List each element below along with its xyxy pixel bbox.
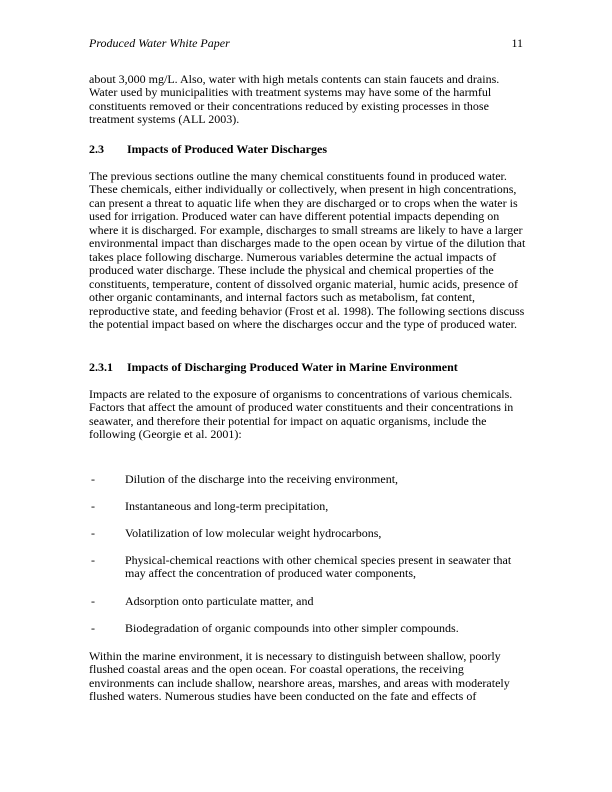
list-item-text: Physical-chemical reactions with other chemical species present in seawater that may affect the concentration of produced water components,	[125, 553, 512, 581]
list-item-text: Volatilization of low molecular weight hydrocarbons,	[125, 526, 382, 540]
list-item-text: Adsorption onto particulate matter, and	[125, 594, 314, 608]
section-heading-2-3	[89, 143, 529, 156]
paragraph-exposure-factors: Impacts are related to the exposure of organisms to concentrations of various chemicals. Factors that affect the amount of produced water constituents and their concentrations in seawater, and therefore their potential for impact on aquatic organisms, include the following (Georgie et al. 2001):	[89, 387, 514, 442]
paragraph-marine-environment: Within the marine environment, it is necessary to distinguish between shallow, poorly flushed coastal areas and the open ocean. For coastal operations, the receiving environments can include shallow, nearshore areas, marshes, and areas with moderately flushed waters. Numerous studies have been conducted on the fate and effects of	[89, 649, 510, 704]
running-header	[89, 37, 523, 51]
list-item-text: Biodegradation of organic compounds into other simpler compounds.	[125, 621, 459, 635]
section-title: Impacts of Produced Water Discharges	[127, 142, 327, 156]
section-number: 2.3.1	[89, 360, 113, 374]
list-item-text: Dilution of the discharge into the receiving environment,	[125, 472, 399, 486]
list-bullet-dash: -	[91, 553, 95, 567]
list-bullet-dash: -	[91, 472, 95, 486]
list-bullet-dash: -	[91, 526, 95, 540]
page-number: 11	[511, 36, 523, 50]
paragraph-discharge-impacts: The previous sections outline the many chemical constituents found in produced water. These chemicals, either individually or collectively, when present in high concentrations, can present a threat to aquatic life when they are discharged or to crops when the water is used for irrigation. Produced water can have different potential impacts depending on where it is discharged. For example, discharges to small streams are likely to have a larger environmental impact than discharges made to the open ocean by virtue of the dilution that takes place following discharge. Numerous variables determine the actual impacts of produced water discharge. These include the physical and chemical properties of the constituents, temperature, content of dissolved organic material, humic acids, presence of other organic contaminants, and internal factors such as metabolism, fat content, reproductive state, and feeding behavior (Frost et al. 1998). The following sections discuss the potential impact based on where the discharges occur and the type of produced water.	[89, 169, 526, 331]
section-title: Impacts of Discharging Produced Water in Marine Environment	[127, 360, 458, 374]
list-bullet-dash: -	[91, 621, 95, 635]
list-item-text: Instantaneous and long-term precipitation,	[125, 499, 329, 513]
paragraph-metals-staining: about 3,000 mg/L. Also, water with high metals contents can stain faucets and drains. Water used by municipalities with treatment systems may have some of the harmful constituents removed or their concentrations reduced by existing processes in those treatment systems (ALL 2003).	[89, 72, 500, 127]
list-bullet-dash: -	[91, 594, 95, 608]
section-number: 2.3	[89, 142, 104, 156]
list-bullet-dash: -	[91, 499, 95, 513]
document-title: Produced Water White Paper	[89, 36, 230, 50]
section-heading-2-3-1	[89, 361, 529, 374]
